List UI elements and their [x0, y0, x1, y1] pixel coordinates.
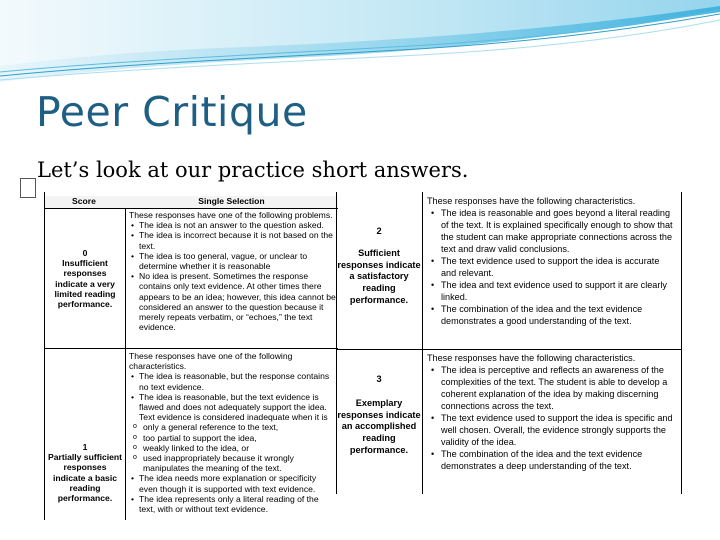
score-number: 3 [376, 374, 382, 384]
desc-bullet: • The idea is reasonable, but the response contains no text evidence. [139, 371, 336, 391]
desc-cell-1 [129, 351, 336, 514]
score-cell-3 [337, 374, 421, 457]
desc-bullets [427, 364, 677, 472]
row-divider [45, 348, 338, 349]
desc-sub-bullets [129, 422, 336, 473]
desc-bullet: • The combination of the idea and the text evidence demonstrates a deep understanding of the text. [441, 448, 677, 472]
desc-intro: These responses have one of the following problems. [129, 210, 333, 220]
header-wave-decoration [0, 0, 720, 90]
rubric-right-panel [336, 192, 682, 494]
slide-title: Peer Critique [36, 88, 308, 136]
desc-bullet: • The text evidence used to support the idea is accurate and relevant. [441, 255, 677, 279]
column-divider [422, 192, 423, 494]
rubric-image [44, 192, 680, 520]
rubric-header-row [45, 196, 338, 209]
desc-bullets [129, 220, 336, 332]
score-description: Exemplary responses indicate an accomplished reading performance. [337, 397, 421, 455]
desc-bullet: • The idea and text evidence used to support it are clearly linked. [441, 279, 677, 303]
desc-cell-2 [427, 195, 677, 327]
score-description: Sufficient responses indicate a satisfactory reading performance. [337, 247, 421, 305]
desc-bullets [129, 473, 336, 514]
desc-bullet: • The idea is reasonable and goes beyond a literal reading of the text. It is explained specifically enough to show that the student can make appropriate connections across the text and draw valid conclusions. [441, 207, 677, 255]
score-cell-0 [47, 248, 123, 309]
desc-bullet: • The combination of the idea and the text evidence demonstrates a good understanding of the text. [441, 303, 677, 327]
header-score: Score [72, 196, 96, 206]
desc-bullet: • The idea represents only a literal reading of the text, with or without text evidence. [139, 494, 336, 514]
desc-bullet: • The idea is incorrect because it is not based on the text. [139, 230, 336, 250]
header-single-selection: Single Selection [198, 196, 265, 206]
desc-cell-0 [129, 210, 336, 332]
desc-bullet: • The idea needs more explanation or specificity even though it is supported with text evidence. [139, 473, 336, 493]
desc-intro: These responses have one of the following characteristics. [129, 351, 293, 372]
desc-bullets [129, 371, 336, 422]
desc-bullet: • The idea is reasonable, but the text evidence is flawed and does not adequately support the idea. Text evidence is considered inadequate when it is [139, 392, 336, 423]
desc-intro: These responses have the following characteristics. [427, 353, 636, 363]
rubric-left-panel [44, 192, 338, 520]
column-divider [125, 208, 126, 520]
desc-bullet: • The text evidence used to support the idea is specific and well chosen. Overall, the evidence strongly supports the validity of the idea. [441, 412, 677, 448]
score-description: Partially sufficient responses indicate a basic reading performance. [47, 452, 123, 504]
score-number: 1 [82, 442, 88, 452]
bullet-glyph-icon [20, 178, 36, 198]
desc-sub-bullet: o too partial to support the idea, [143, 433, 336, 443]
score-cell-1 [47, 442, 123, 503]
subtitle-text: Let’s look at our practice short answers. [37, 158, 469, 182]
desc-sub-bullet: o used inappropriately because it wrongly manipulates the meaning of the text. [143, 453, 336, 473]
desc-cell-3 [427, 352, 677, 472]
score-number: 0 [82, 248, 88, 258]
desc-bullet: • The idea is not an answer to the question asked. [139, 220, 336, 230]
desc-bullet: • The idea is perceptive and reflects an awareness of the complexities of the text. The student is able to develop a coherent explanation of the idea by making discerning connections across the text. [441, 364, 677, 412]
score-cell-2 [337, 226, 421, 307]
row-divider [337, 349, 681, 350]
desc-sub-bullet: o only a general reference to the text, [143, 422, 336, 432]
desc-bullet: • No idea is present. Sometimes the response contains only text evidence. At other times there appears to be an idea; however, this idea cannot be considered an answer to the question because it merely repeats verbatim, or “echoes,” the text evidence. [139, 271, 336, 332]
desc-intro: These responses have the following characteristics. [427, 196, 636, 206]
score-description: Insufficient responses indicate a very limited reading performance. [54, 258, 116, 310]
desc-bullets [427, 207, 677, 327]
desc-sub-bullet: o weakly linked to the idea, or [143, 443, 336, 453]
score-number: 2 [376, 226, 382, 236]
desc-bullet: • The idea is too general, vague, or unclear to determine whether it is reasonable [139, 251, 336, 271]
